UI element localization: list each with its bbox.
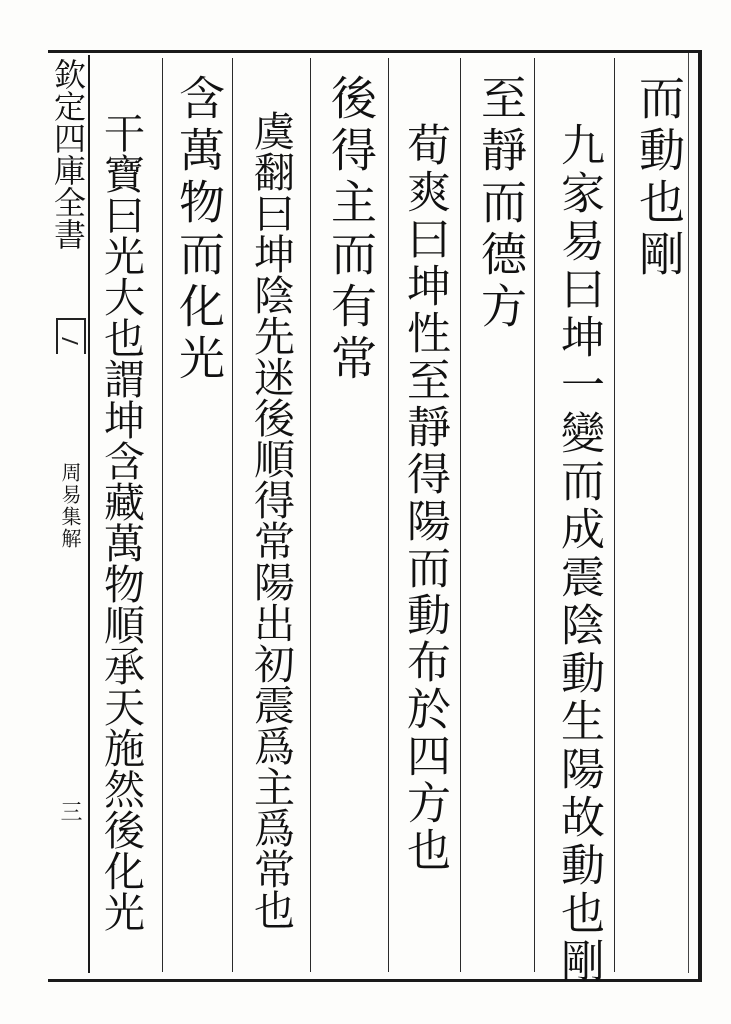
text-column-3: 至靜而德方: [474, 74, 528, 334]
text-column-5: 後得主而有常: [324, 74, 378, 386]
text-column-2: 九家易曰坤一變而成震陰動生陽故動也剛: [553, 122, 604, 986]
book-title: 周易集解: [58, 462, 82, 550]
text-column-8: 干寶曰光大也謂坤含藏萬物順承天施然後化光: [97, 112, 145, 932]
text-column-6: 虞翻曰坤陰先迷後順得常陽出初震爲主爲常也: [247, 110, 295, 930]
column-rule: [310, 58, 311, 972]
text-column-4: 荀爽曰坤性至靜得陽而動布於四方也: [399, 122, 450, 874]
collection-title: 欽定四庫全書: [49, 58, 87, 250]
text-column-7: 含萬物而化光: [172, 74, 226, 386]
column-rule: [232, 58, 233, 972]
column-rule: [534, 58, 535, 972]
fish-tail-mark: [56, 318, 86, 354]
column-rule: [614, 58, 615, 972]
page-number: 三: [57, 800, 82, 822]
column-rule: [388, 58, 389, 972]
column-rule: [162, 58, 163, 972]
page-edge: [688, 53, 703, 973]
text-column-1: 而動也剛: [632, 74, 686, 282]
column-rule: [460, 58, 461, 972]
gutter-divider: [88, 55, 90, 973]
